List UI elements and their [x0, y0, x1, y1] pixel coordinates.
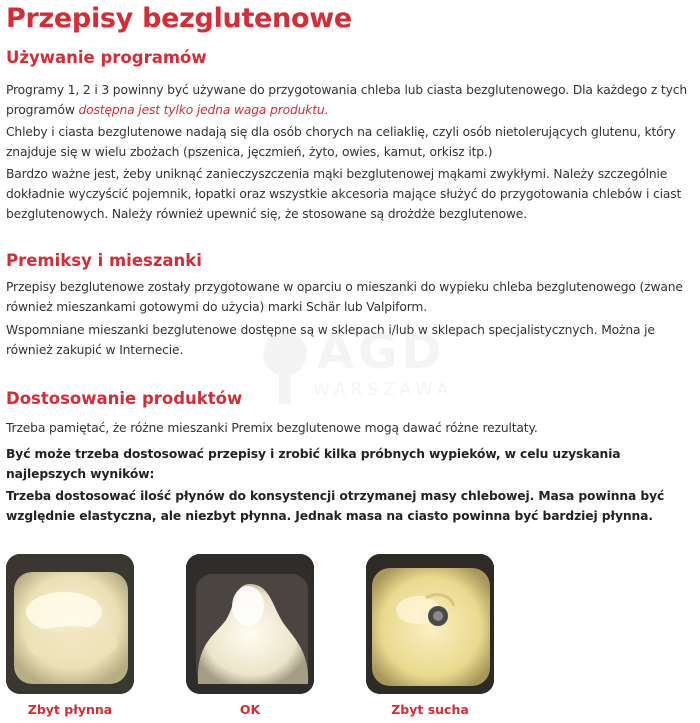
caption-ok: OK [239, 702, 261, 717]
watermark-brand: AGD [317, 324, 446, 380]
paragraph-test-bakes: Być może trzeba dostosować przepisy i zrobić kilka próbnych wypieków, w celu uzyskania najlepszych wyników: [6, 447, 621, 481]
paragraph-text: Programy 1, 2 i 3 powinny być używane do przygotowania chleba lub ciasta bezglutenowego. Dla każdego z tych programów [6, 83, 687, 117]
paragraph-celiac: Chleby i ciasta bezglutenowe nadają się dla osób chorych na celiaklię, czyli osób nietolerujących glutenu, który znajduje się w wielu zbożach (pszenica, jęczmień, żyto, owies, kamut, orkisz itp.) [6, 125, 676, 159]
section-heading-adjustments: Dostosowanie produktów [6, 389, 243, 408]
dough-photo-too-dry [366, 554, 494, 694]
caption-too-dry: Zbyt sucha [391, 702, 469, 717]
section-heading-programs: Używanie programów [6, 48, 207, 67]
dough-ok-image [186, 554, 314, 694]
dough-too-dry-image [366, 554, 494, 694]
paragraph-programs-weight [6, 80, 694, 120]
dough-photo-ok [186, 554, 314, 694]
dough-photo-too-liquid [6, 554, 134, 694]
watermark-plug-icon [255, 318, 315, 408]
paragraph-contamination: Bardzo ważne jest, żeby uniknąć zanieczyszczenia mąki bezglutenowej mąkami zwykłymi. Należy szczególnie dokładnie wyczyścić pojemnik, łopatki oraz wszystkie akcesoria mające służyć do przygotowania chlebów i ciast bezglutenowych. Należy również upewnić się, że stosowane są drożdże bezglutenowe. [6, 167, 682, 221]
highlight-text: dostępna jest tylko jedna waga produktu. [78, 103, 329, 117]
section-heading-premixes: Premiksy i mieszanki [6, 251, 202, 270]
dough-too-liquid-image [6, 554, 134, 694]
watermark-city: WARSZAWA [313, 380, 453, 400]
watermark-logo [255, 318, 455, 428]
paragraph-liquid-adjust: Trzeba dostosować ilość płynów do konsystencji otrzymanej masy chlebowej. Masa powinna być względnie elastyczna, ale niezbyt płynna. Jednak masa na ciasto powinna być bardziej płynna. [6, 489, 665, 523]
caption-too-liquid: Zbyt płynna [27, 702, 113, 717]
page-title: Przepisy bezglutenowe [6, 3, 352, 34]
paragraph-premix-origin: Przepisy bezglutenowe zostały przygotowane w oparciu o mieszanki do wypieku chleba bezglutenowego (zwane również mieszankami gotowymi do użycia) marki Schär lub Valpiform. [6, 280, 683, 314]
paragraph-premix-availability: Wspomniane mieszanki bezglutenowe dostępne są w sklepach i/lub w sklepach specjalistycznych. Można je również zakupić w Internecie. [6, 323, 655, 357]
paragraph-premix-results: Trzeba pamiętać, że różne mieszanki Premix bezglutenowe mogą dawać różne rezultaty. [6, 421, 538, 435]
